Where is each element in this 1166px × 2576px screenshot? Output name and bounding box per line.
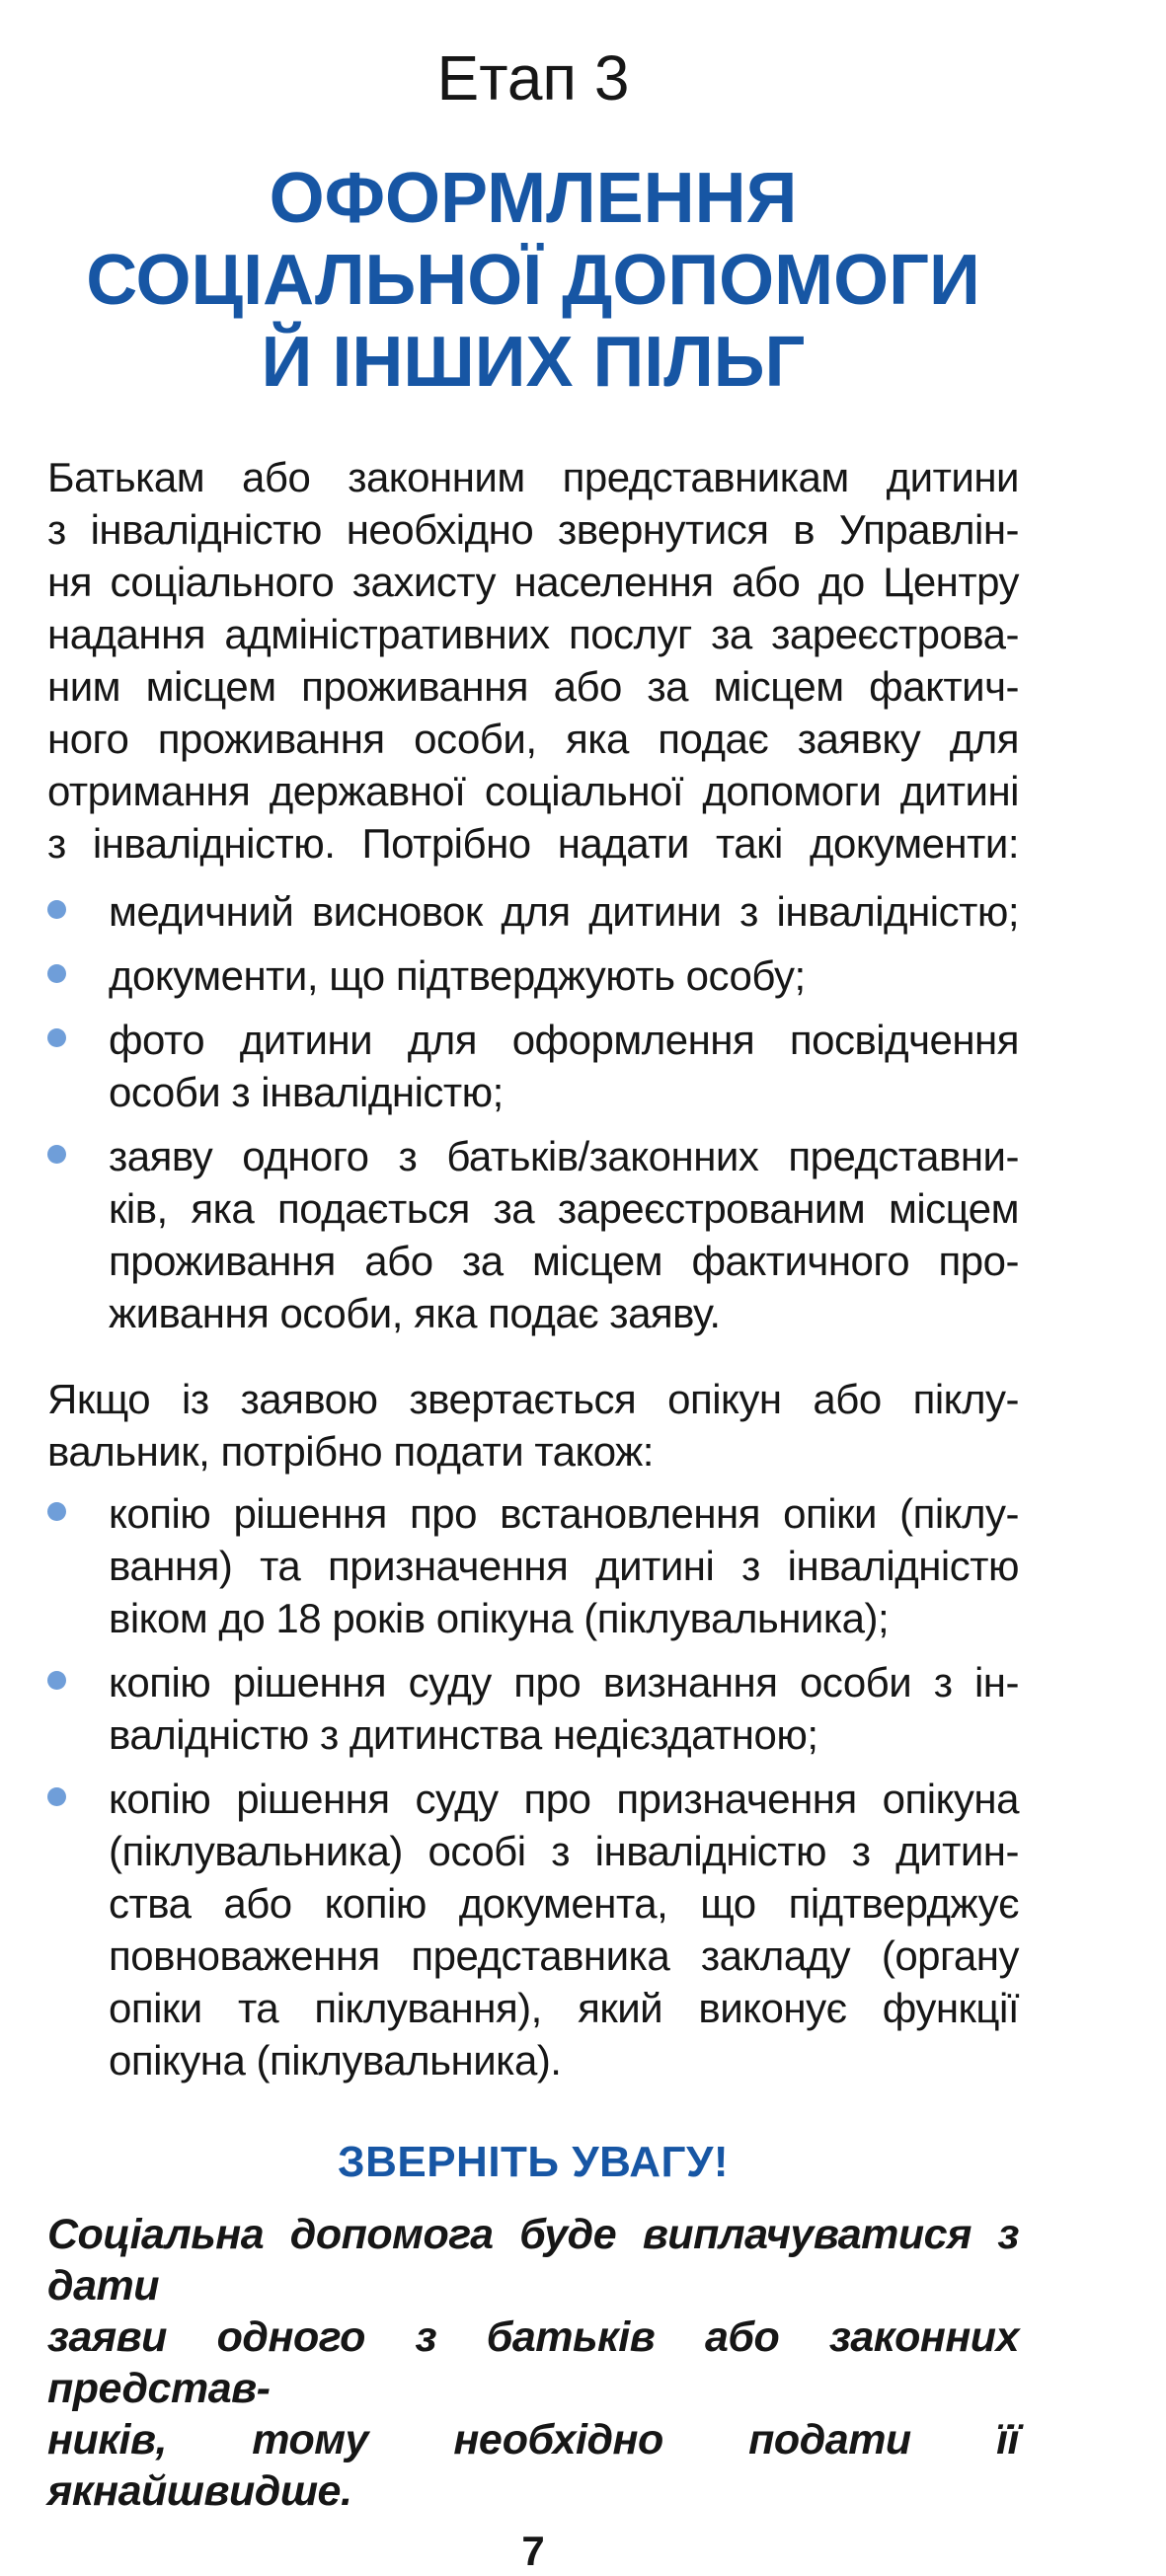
text-line: (піклувальника) особі з інвалідністю з дитин- xyxy=(109,1828,1019,1874)
text-line: особи з інвалідністю; xyxy=(109,1069,504,1115)
list-item xyxy=(47,1656,1019,1761)
list-item xyxy=(47,1014,1019,1118)
page-title-line: ОФОРМЛЕННЯ xyxy=(269,159,798,238)
required-documents-list xyxy=(47,885,1019,1339)
text-line: заяву одного з батьків/законних представни- xyxy=(109,1133,1019,1179)
text-line: опіки та піклування), який виконує функції xyxy=(109,1985,1019,2031)
bullet-dot-icon xyxy=(47,900,66,919)
list-item xyxy=(47,949,1019,1002)
text-line: Соціальна допомога буде виплачуватися з дати xyxy=(47,2211,1019,2310)
text-line: копію рішення суду про призначення опікуна xyxy=(109,1776,1019,1822)
notice-heading: ЗВЕРНІТЬ УВАГУ! xyxy=(338,2138,729,2186)
text-line: живання особи, яка подає заяву. xyxy=(109,1290,721,1336)
guardian-documents-list xyxy=(47,1487,1019,2086)
text-line: ня соціального захисту населення або до Центру xyxy=(47,559,1019,605)
text-line: ним місцем проживання або за місцем фактич- xyxy=(47,663,1019,710)
text-line: віком до 18 років опікуна (піклувальника); xyxy=(109,1595,890,1641)
bullet-dot-icon xyxy=(47,1145,66,1164)
text-line: ків, яка подається за зареєстрованим місцем xyxy=(109,1185,1019,1232)
list-item xyxy=(47,1773,1019,2086)
page-title-line: Й ІНШИХ ПІЛЬГ xyxy=(261,323,806,402)
text-line: Якщо із заявою звертається опікун або піклу- xyxy=(47,1376,1019,1422)
guardian-note-paragraph xyxy=(47,1373,1019,1477)
text-line: Батькам або законним представникам дитини xyxy=(47,454,1019,500)
bullet-dot-icon xyxy=(47,1028,66,1047)
bullet-dot-icon xyxy=(47,964,66,983)
text-line: ників, тому необхідно подати її якнайшвидше. xyxy=(47,2416,1019,2515)
text-line: фото дитини для оформлення посвідчення xyxy=(109,1017,1019,1063)
list-item xyxy=(47,1487,1019,1644)
text-line: копію рішення суду про визнання особи з ін- xyxy=(109,1659,1019,1705)
text-line: валідністю з дитинства недієздатною; xyxy=(109,1711,818,1758)
text-line: з інвалідністю необхідно звернутися в Управлін- xyxy=(47,506,1019,553)
bullet-dot-icon xyxy=(47,1502,66,1521)
text-line: отримання державної соціальної допомоги дитині xyxy=(47,768,1019,814)
bullet-dot-icon xyxy=(47,1787,66,1806)
page-number: 7 xyxy=(521,2528,545,2574)
text-line: копію рішення про встановлення опіки (піклу- xyxy=(109,1490,1019,1537)
text-line: документи, що підтверджують особу; xyxy=(109,952,806,999)
bullet-dot-icon xyxy=(47,1671,66,1690)
stage-label: Етап 3 xyxy=(436,42,630,114)
text-line: проживання або за місцем фактичного про- xyxy=(109,1238,1019,1284)
text-line: з інвалідністю. Потрібно надати такі документи: xyxy=(47,820,1019,867)
intro-paragraph xyxy=(47,451,1019,870)
list-item xyxy=(47,1130,1019,1339)
text-line: ного проживання особи, яка подає заявку для xyxy=(47,716,1019,762)
text-line: повноваження представника закладу (органу xyxy=(109,1932,1019,1979)
notice-paragraph xyxy=(47,2209,1019,2517)
text-line: надання адміністративних послуг за зареєстрова- xyxy=(47,611,1019,657)
page-title xyxy=(47,158,1019,404)
text-line: опікуна (піклувальника). xyxy=(109,2037,562,2084)
page-title-line: СОЦІАЛЬНОЇ ДОПОМОГИ xyxy=(86,241,980,320)
text-line: ства або копію документа, що підтверджує xyxy=(109,1880,1019,1927)
list-item xyxy=(47,885,1019,938)
text-line: заяви одного з батьків або законних представ- xyxy=(47,2313,1019,2412)
text-line: вання) та призначення дитині з інвалідністю xyxy=(109,1543,1019,1589)
text-line: медичний висновок для дитини з інвалідністю; xyxy=(109,888,1019,935)
text-line: вальник, потрібно подати також: xyxy=(47,1428,654,1475)
